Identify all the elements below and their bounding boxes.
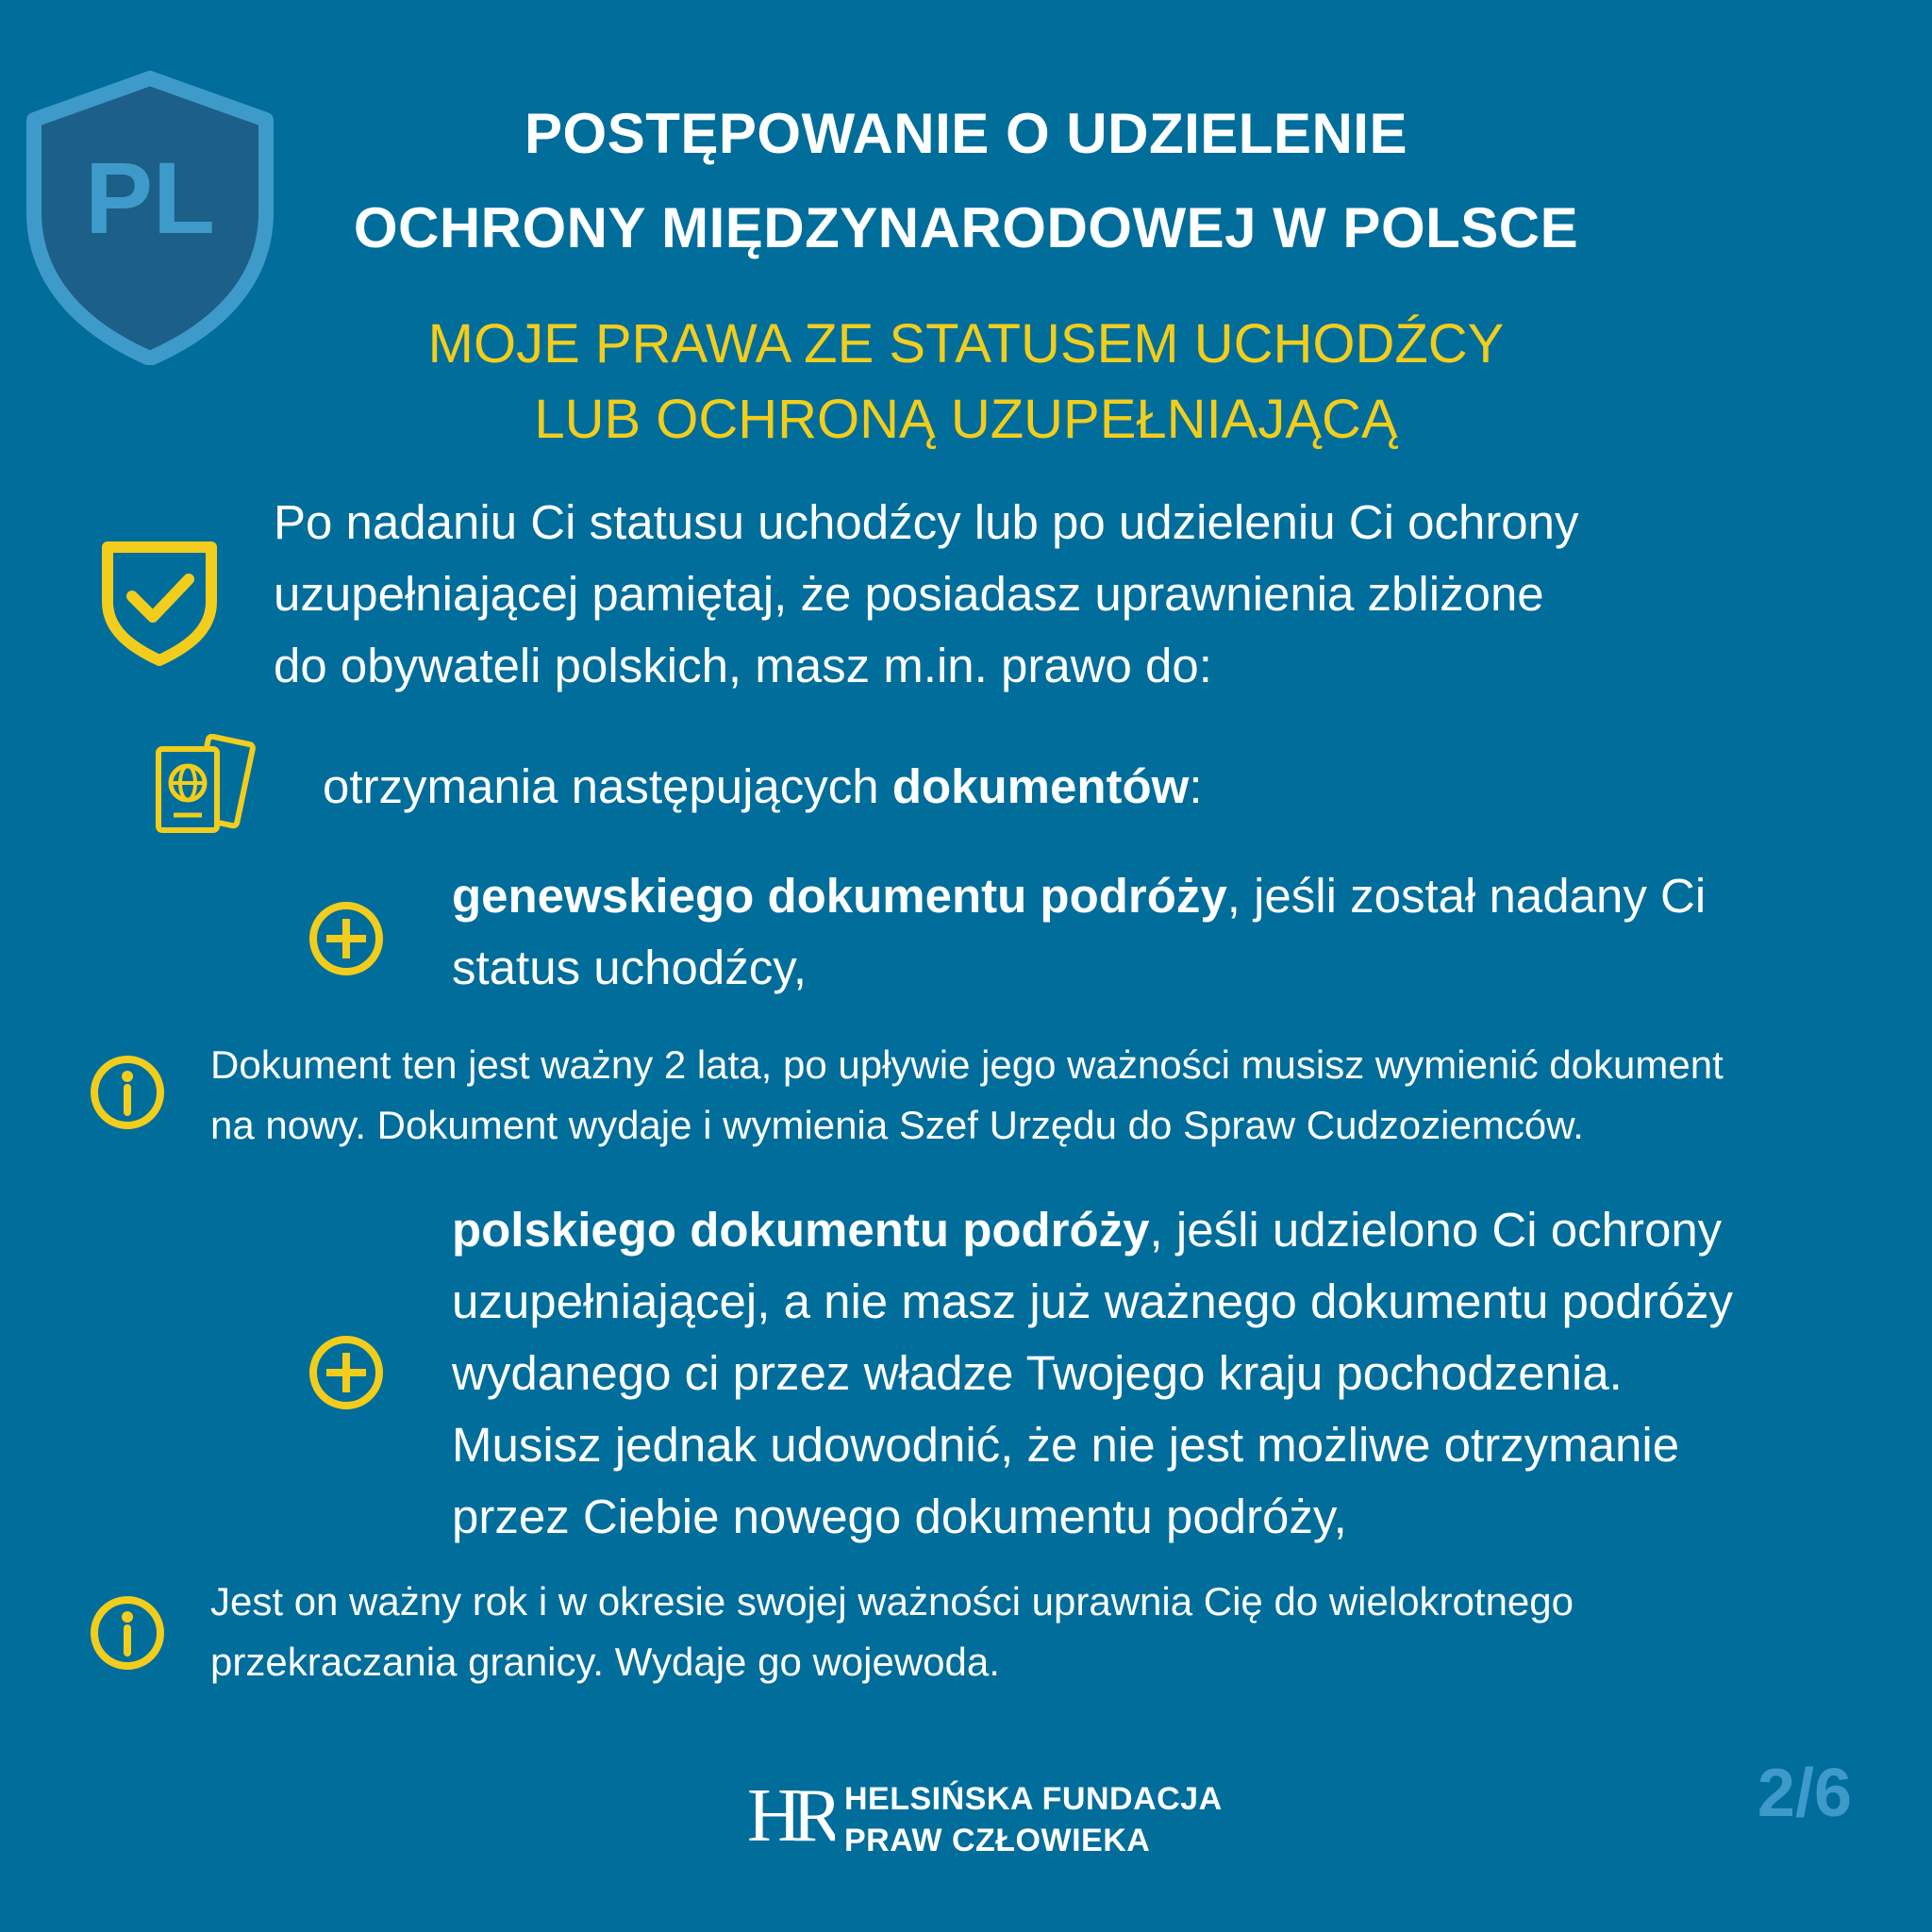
info-circle-icon (89, 1054, 166, 1131)
page-title (0, 87, 1932, 275)
info2-line-1: Jest on ważny rok i w okresie swojej ważności uprawnia Cię do wielokrotnego (210, 1579, 1574, 1624)
intro-line-3: do obywateli polskich, masz m.in. prawo do: (274, 639, 1212, 692)
info2-line-2: przekraczania granicy. Wydaje go wojewoda. (210, 1640, 1000, 1684)
item2-line-5: przez Ciebie nowego dokumentu podróży, (452, 1490, 1347, 1543)
info-note-1 (210, 1035, 1724, 1156)
documents-bold: dokumentów (891, 759, 1190, 813)
item-geneva-document (452, 860, 1706, 1004)
badge-text: PL (84, 141, 216, 255)
intro-line-2: uzupełniającej pamiętaj, że posiadasz uprawnienia zbliżone (274, 567, 1544, 621)
item1-bold: genewskiego dokumentu podróży (452, 869, 1227, 923)
documents-suffix: : (1189, 759, 1203, 813)
item2-bold: polskiego dokumentu podróży (452, 1203, 1150, 1257)
subtitle-line-1: MOJE PRAWA ZE STATUSEM UCHODŹCY (427, 313, 1505, 375)
check-shield-icon (98, 536, 221, 668)
info1-line-1: Dokument ten jest ważny 2 lata, po upływie jego ważności musisz wymienić dokument (210, 1042, 1724, 1087)
logo-mark: HR (747, 1776, 834, 1852)
intro-paragraph (274, 487, 1579, 702)
item2-line-3: wydanego ci przez władze Twojego kraju pochodzenia. (452, 1346, 1623, 1400)
org-line-2: PRAW CZŁOWIEKA (844, 1823, 1151, 1858)
item2-rest: , jeśli udzielono Ci ochrony (1149, 1203, 1723, 1257)
passport-icon (153, 734, 261, 836)
documents-line (323, 751, 1202, 823)
item2-line-4: Musisz jednak udowodnić, że nie jest możliwe otrzymanie (452, 1418, 1680, 1472)
hfpc-logo (745, 1776, 835, 1852)
org-line-1: HELSIŃSKA FUNDACJA (844, 1781, 1223, 1817)
title-line-2: OCHRONY MIĘDZYNARODOWEJ W POLSCE (353, 196, 1579, 259)
item-polish-document (452, 1194, 1733, 1553)
info-note-2 (210, 1572, 1574, 1692)
page-number: 2/6 (1757, 1756, 1852, 1831)
item1-rest: , jeśli został nadany Ci (1226, 869, 1707, 923)
intro-line-1: Po nadaniu Ci statusu uchodźcy lub po udzieleniu Ci ochrony (274, 495, 1579, 549)
page-subtitle (0, 307, 1932, 458)
organization-name (844, 1778, 1223, 1861)
title-line-1: POSTĘPOWANIE O UDZIELENIE (525, 102, 1407, 165)
info-circle-icon (89, 1594, 166, 1672)
info1-line-2: na nowy. Dokument wydaje i wymienia Szef Urzędu do Spraw Cudzoziemców. (210, 1103, 1584, 1147)
plus-circle-icon (308, 900, 385, 977)
subtitle-line-2: LUB OCHRONĄ UZUPEŁNIAJĄCĄ (534, 389, 1398, 450)
plus-circle-icon (308, 1334, 385, 1411)
documents-prefix: otrzymania następujących (323, 759, 892, 813)
item1-line-2: status uchodźcy, (452, 941, 808, 994)
item2-line-2: uzupełniającej, a nie masz już ważnego dokumentu podróży (452, 1274, 1733, 1328)
